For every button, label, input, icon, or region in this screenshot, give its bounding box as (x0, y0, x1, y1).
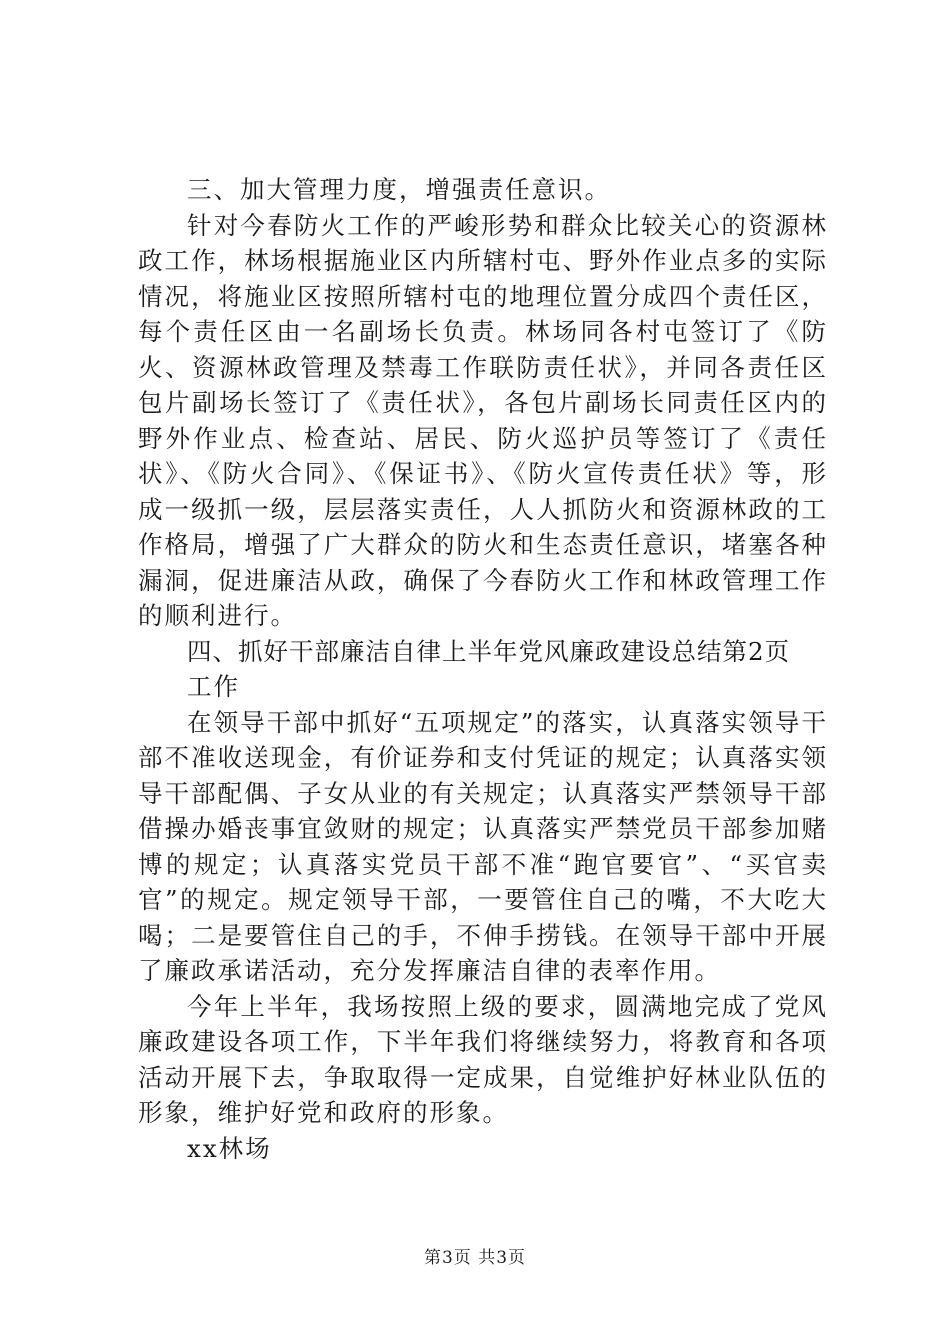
paragraph-five-rules: 在领导干部中抓好“五项规定”的落实，认真落实领导干部不准收送现金，有价证券和支付凭证的规定；认真落实领导干部配偶、子女从业的有关规定；认真落实严禁领导干部借操办婚丧事宜敛财的规定；认真落实严禁党员干部参加赌博的规定；认真落实党员干部不准“跑官要官”、“买官卖官”的规定。规定领导干部，一要管住自己的嘴，不大吃大喝；二是要管住自己的手，不伸手捞钱。在领导干部中开展了廉政承诺活动，充分发挥廉洁自律的表率作用。 (138, 707, 828, 985)
paragraph-responsibility: 针对今春防火工作的严峻形势和群众比较关心的资源林政工作，林场根据施业区内所辖村屯、野外作业点多的实际情况，将施业区按照所辖村屯的地理位置分成四个责任区，每个责任区由一名副场长负责。林场同各村屯签订了《防火、资源林政管理及禁毒工作联防责任状》，并同各责任区包片副场长签订了《责任状》，各包片副场长同责任区内的野外作业点、检查站、居民、防火巡护员等签订了《责任状》、《防火合同》、《保证书》、《防火宣传责任状》等，形成一级抓一级，层层落实责任，人人抓防火和资源林政的工作格局，增强了广大群众的防火和生态责任意识，堵塞各种漏洞，促进廉洁从政，确保了今春防火工作和林政管理工作的顺利进行。 (138, 210, 828, 630)
page-footer: 第3页 共3页 (423, 1248, 527, 1268)
section-heading-4-continued: 工作 (187, 672, 240, 701)
paragraph-summary: 今年上半年，我场按照上级的要求，圆满地完成了党风廉政建设各项工作，下半年我们将继续努力，将教育和各项活动开展下去，争取取得一定成果，自觉维护好林业队伍的形象，维护好党和政府的形象。 (138, 991, 828, 1127)
section-heading-3: 三、加大管理力度，增强责任意识。 (187, 175, 611, 204)
document-body (138, 172, 828, 1166)
section-heading-4: 四、抓好干部廉洁自律上半年党风廉政建设总结第2页 (187, 636, 791, 666)
signature-org: xx林场 (187, 1133, 272, 1163)
